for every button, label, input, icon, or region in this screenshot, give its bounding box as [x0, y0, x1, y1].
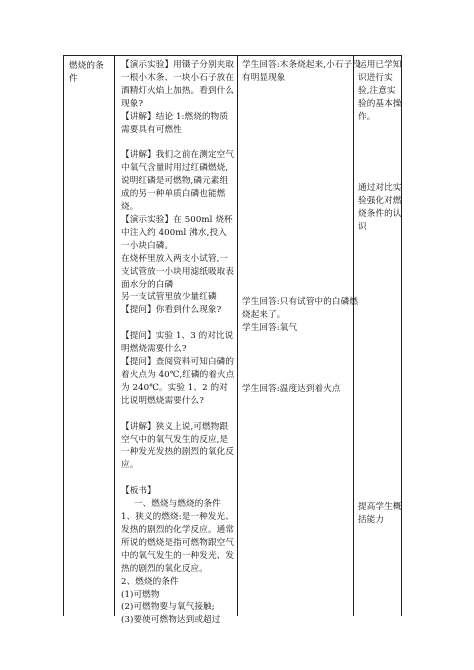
teacher-line: 另一支试管里放少量红磷 — [121, 292, 217, 303]
student-activities-cell — [242, 56, 362, 616]
row-title: 燃烧的条件 — [69, 61, 104, 84]
student-answer: 学生回答:氧气 — [242, 323, 298, 333]
column-divider — [114, 56, 115, 616]
board-heading: 【板书】 — [121, 486, 156, 497]
teacher-line: 【讲解】结论 1:燃烧的物质需要具有可燃性 — [121, 111, 229, 135]
lesson-plan-table — [63, 55, 402, 626]
teacher-line: 【提问】实验 1、3 的对比说明燃烧需要什么? — [121, 331, 234, 355]
intent-note: 运用已学知识进行实验,注意实验的基本操作。 — [358, 60, 402, 122]
intent-note: 通过对比实验强化对燃烧条件的认识 — [358, 183, 402, 232]
design-intent-cell — [358, 56, 404, 616]
student-answer: 学生回答:只有试管中的白磷燃烧起来了。 — [242, 297, 359, 320]
teacher-line: 【演示实验】用镊子分别夹取一根小木条、一块小石子放在酒精灯火焰上加热。看到什么现象? — [121, 60, 235, 109]
teacher-line: 【演示实验】在 500ml 烧杯中注入约 400ml 沸水,投入一小块白磷。 — [121, 214, 233, 251]
teacher-line: (1)可燃物 — [121, 589, 160, 600]
teacher-activities-cell — [121, 59, 235, 627]
teacher-line: 【提问】你看到什么现象? — [121, 305, 222, 316]
student-answer: 学生回答:温度达到着火点 — [242, 384, 341, 394]
teacher-line: (2)可燃物要与氧气接触; — [121, 602, 215, 613]
teacher-line: 【讲解】我们之前在测定空气中氧气含量时用过红磷燃烧,说明红磷是可燃物,磷元素组成的另一种单质白磷也能燃烧。 — [121, 150, 235, 213]
teacher-line: (3)要使可燃物达到或超过 — [121, 615, 221, 626]
student-answer: 学生回答:木条烧起来,小石子没有明显现象 — [242, 60, 361, 83]
board-section-title: 一、燃烧与燃烧的条件 — [133, 499, 221, 510]
teacher-line: 【讲解】狭义上说,可燃物跟空气中的氧气发生的反应,是一种发光发热的剧烈的氧化反应。 — [121, 421, 235, 471]
teacher-line: 【提问】查阅资料可知白磷的着火点为 40℃,红磷的着火点为 240℃。实验 1、2 的对比说明燃烧需要什么? — [121, 357, 235, 406]
teacher-line: 2、燃烧的条件 — [121, 576, 179, 587]
column-divider — [237, 56, 238, 616]
teacher-line: 1、狭义的燃烧:是一种发光、发热的剧烈的化学反应。通常所说的燃烧是指可燃物跟空气中的氧气发生的一种发光、发热的剧烈的氧化反应。 — [121, 512, 235, 574]
intent-note: 提高学生概括能力 — [358, 502, 402, 525]
teacher-line: 在烧杯里放入两支小试管,一支试管放一小块用滤纸吸取表面水分的白磷 — [121, 253, 235, 290]
